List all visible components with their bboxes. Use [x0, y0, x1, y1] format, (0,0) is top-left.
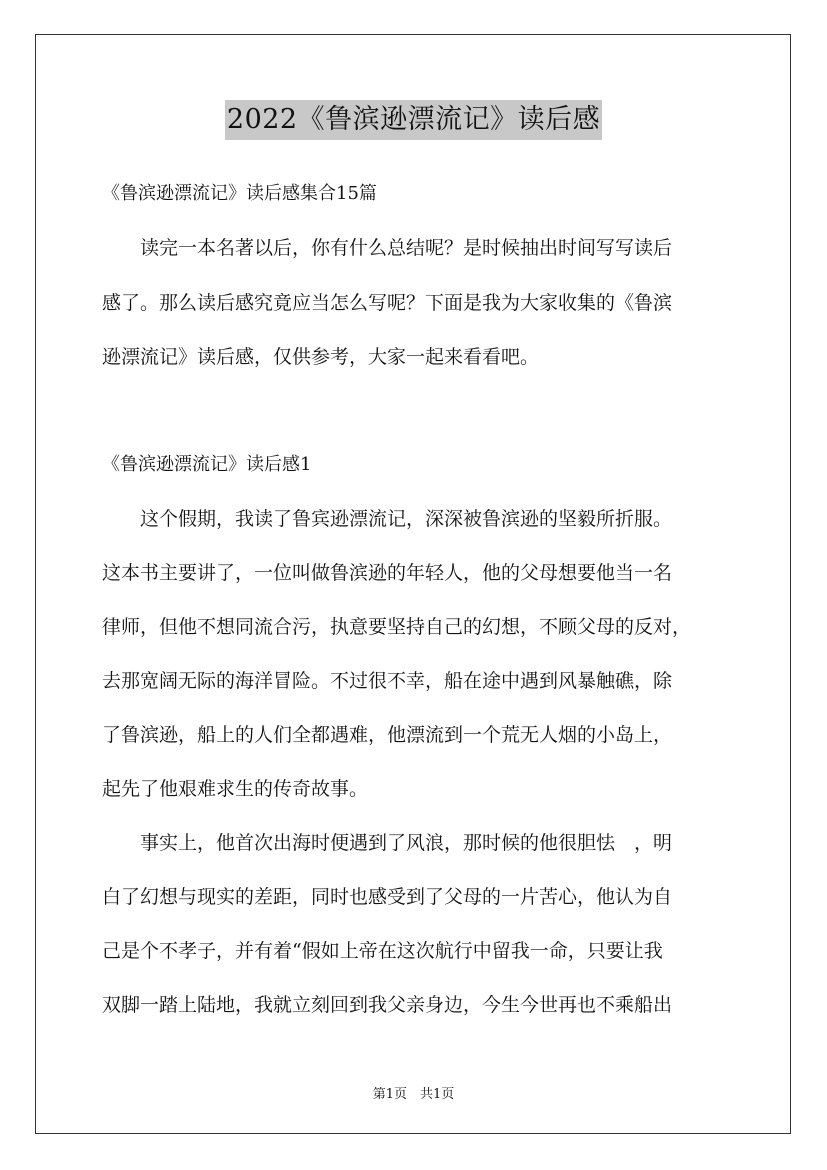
document-subtitle: 《鲁滨逊漂流记》读后感集合15篇 [102, 183, 377, 204]
paragraph-line: 起先了他艰难求生的传奇故事。 [102, 778, 369, 800]
section-heading: 《鲁滨逊漂流记》读后感1 [102, 454, 312, 475]
paragraph-line: 这本书主要讲了，一位叫做鲁滨逊的年轻人，他的父母想要他当一名 [102, 562, 673, 584]
page-footer: 第1页 共1页 [372, 1087, 455, 1102]
intro-line: 读完一本名著以后，你有什么总结呢？是时候抽出时间写写读后 [102, 237, 673, 259]
paragraph-line: 事实上，他首次出海时便遇到了风浪，那时候的他很胆怯 ，明 [102, 832, 673, 854]
paragraph-line: 己是个不孝子，并有着“假如上帝在这次航行中留我一命，只要让我 [102, 940, 663, 962]
paragraph-line: 白了幻想与现实的差距，同时也感受到了父母的一片苦心，他认为自 [102, 886, 673, 908]
paragraph-line: 双脚一踏上陆地，我就立刻回到我父亲身边，今生今世再也不乘船出 [102, 994, 673, 1016]
paragraph-line: 这个假期，我读了鲁宾逊漂流记，深深被鲁滨逊的坚毅所折服。 [102, 508, 673, 530]
paragraph-line: 律师，但他不想同流合污，执意要坚持自己的幻想，不顾父母的反对， [102, 616, 692, 638]
document-title: 2022《鲁滨逊漂流记》读后感 [225, 100, 602, 140]
title-container [0, 100, 827, 140]
intro-line: 逊漂流记》读后感，仅供参考，大家一起来看看吧。 [102, 346, 540, 368]
paragraph-line: 去那宽阔无际的海洋冒险。不过很不幸，船在途中遇到风暴触礁，除 [102, 670, 673, 692]
intro-line: 感了。那么读后感究竟应当怎么写呢？下面是我为大家收集的《鲁滨 [102, 292, 673, 314]
paragraph-line: 了鲁滨逊，船上的人们全都遇难，他漂流到一个荒无人烟的小岛上， [102, 724, 673, 746]
